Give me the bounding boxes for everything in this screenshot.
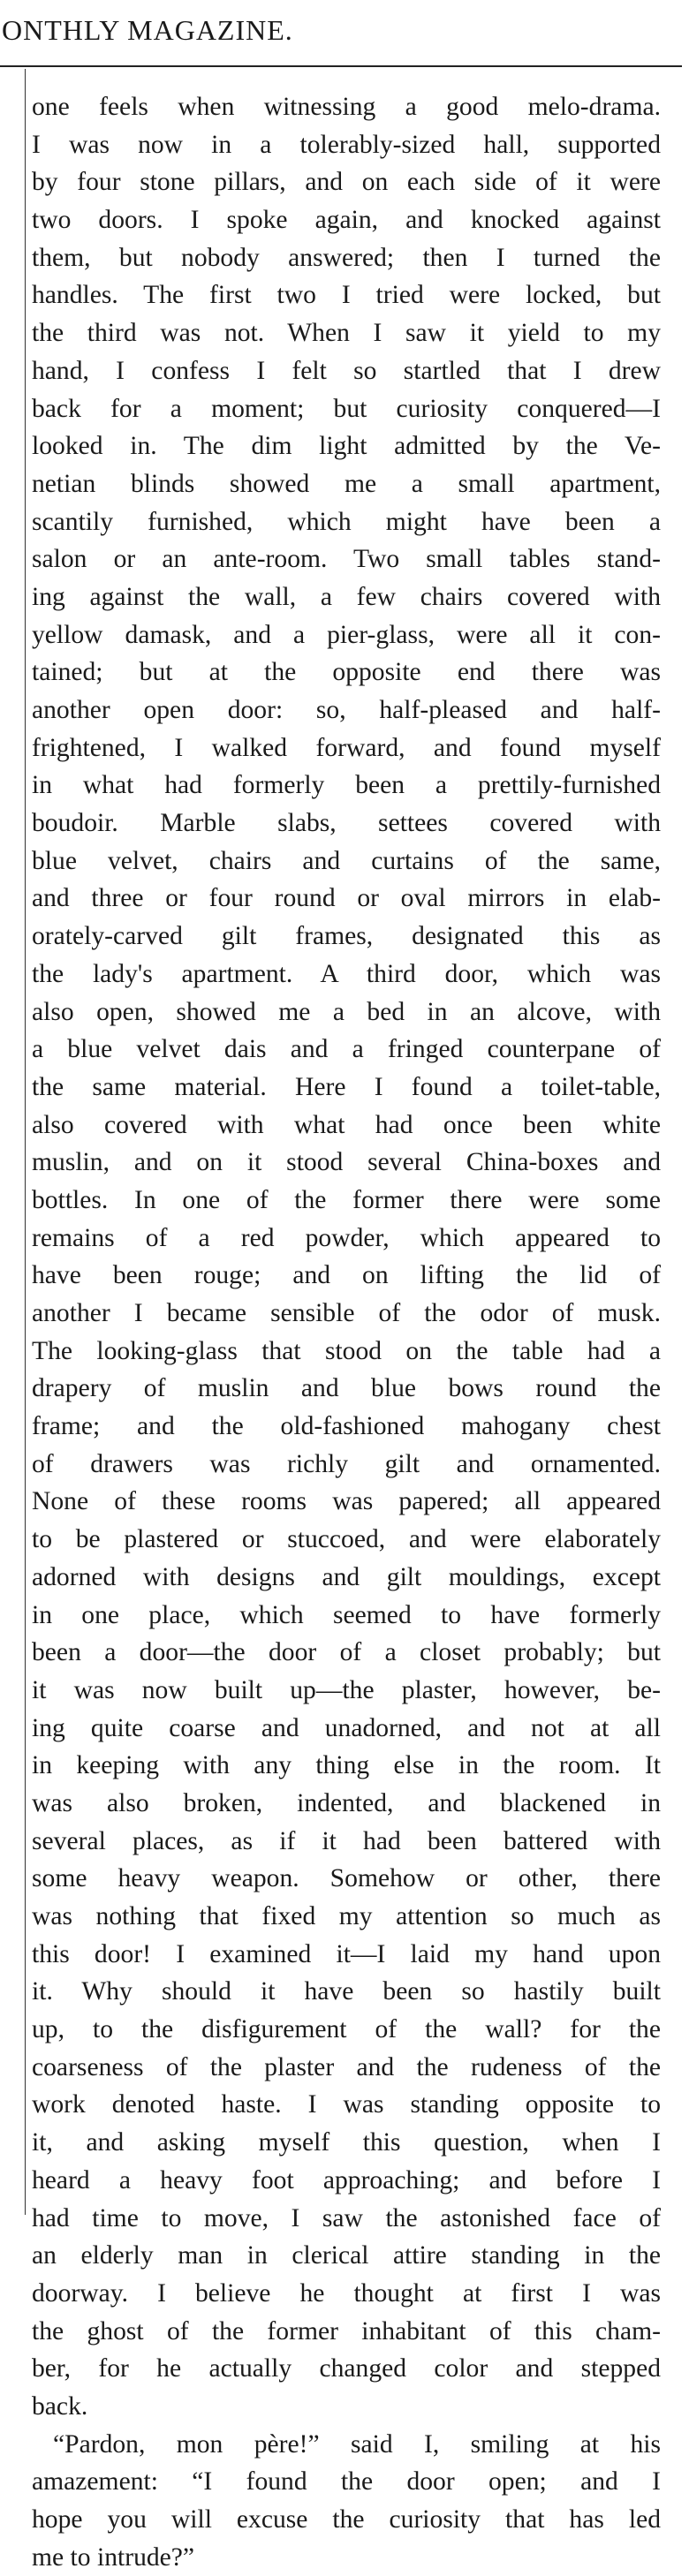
text-line: scantily furnished, which might have been a	[32, 507, 661, 536]
text-line: None of these rooms was papered; all appeared	[32, 1487, 661, 1516]
text-line: ing quite coarse and unadorned, and not at all	[32, 1713, 661, 1742]
text-line: an elderly man in clerical attire standing in the	[32, 2241, 661, 2270]
text-line: this door! I examined it—I laid my hand upon	[32, 1939, 661, 1968]
text-line: orately-carved gilt frames, designated this as	[32, 922, 661, 951]
text-line: another I became sensible of the odor of musk.	[32, 1299, 661, 1327]
text-line: I was now in a tolerably-sized hall, supported	[32, 130, 661, 159]
text-line: also open, showed me a bed in an alcove, with	[32, 997, 661, 1026]
text-line: ing against the wall, a few chairs covered with	[32, 582, 661, 611]
text-line: frightened, I walked forward, and found myself	[32, 733, 661, 762]
text-line: by four stone pillars, and on each side of it were	[32, 168, 661, 197]
column-margin-line	[25, 69, 26, 2215]
article-column	[32, 88, 661, 2576]
text-line: in keeping with any thing else in the room. It	[32, 1751, 661, 1780]
text-line: the lady's apartment. A third door, which was	[32, 959, 661, 988]
text-line: drapery of muslin and blue bows round the	[32, 1374, 661, 1403]
text-line: yellow damask, and a pier-glass, were all it con-	[32, 620, 661, 649]
header-rule	[0, 65, 682, 67]
text-line: back.	[32, 2391, 88, 2421]
text-line: looked in. The dim light admitted by the Ve-	[32, 432, 661, 461]
text-line: blue velvet, chairs and curtains of the same,	[32, 846, 661, 875]
text-line: work denoted haste. I was standing opposite to	[32, 2090, 661, 2119]
text-line: also covered with what had once been white	[32, 1110, 661, 1139]
text-line: netian blinds showed me a small apartment,	[32, 469, 661, 498]
text-line: two doors. I spoke again, and knocked against	[32, 206, 661, 235]
text-line: in one place, which seemed to have formerly	[32, 1600, 661, 1629]
text-line: was also broken, indented, and blackened in	[32, 1788, 661, 1817]
text-line: one feels when witnessing a good melo-drama.	[32, 93, 661, 121]
text-line: remains of a red powder, which appeared to	[32, 1223, 661, 1252]
text-line: have been rouge; and on lifting the lid of	[32, 1261, 661, 1290]
text-line: back for a moment; but curiosity conquered—I	[32, 394, 661, 423]
text-line: the same material. Here I found a toilet-table,	[32, 1072, 661, 1101]
text-line: and three or four round or oval mirrors in elab-	[32, 884, 661, 913]
text-line: to be plastered or stuccoed, and were elaborately	[32, 1525, 661, 1554]
text-line: muslin, and on it stood several China-boxes and	[32, 1148, 661, 1177]
text-line: The looking-glass that stood on the table had a	[32, 1336, 661, 1365]
text-line: it. Why should it have been so hastily built	[32, 1977, 661, 2006]
text-line: doorway. I believe he thought at first I was	[32, 2278, 661, 2308]
text-line: hand, I confess I felt so startled that I drew	[32, 356, 661, 385]
text-line: the third was not. When I saw it yield to my	[32, 319, 661, 348]
text-line: hope you will excuse the curiosity that has led	[32, 2505, 661, 2534]
text-line: it, and asking myself this question, when I	[32, 2128, 661, 2157]
text-line: coarseness of the plaster and the rudeness of the	[32, 2052, 661, 2081]
text-line: was nothing that fixed my attention so much as	[32, 1902, 661, 1930]
text-line: “Pardon, mon père!” said I, smiling at his	[53, 2429, 661, 2459]
text-line: of drawers was richly gilt and ornamented.	[32, 1449, 661, 1478]
text-line: amazement: “I found the door open; and I	[32, 2467, 661, 2497]
text-line: up, to the disfigurement of the wall? for the	[32, 2015, 661, 2044]
text-line: salon or an ante-room. Two small tables stand-	[32, 545, 661, 574]
text-line: frame; and the old-fashioned mahogany chest	[32, 1412, 661, 1441]
text-line: some heavy weapon. Somehow or other, there	[32, 1864, 661, 1893]
text-line: the ghost of the former inhabitant of this cham-	[32, 2316, 661, 2346]
text-line: handles. The first two I tried were locked, but	[32, 281, 661, 310]
text-line: tained; but at the opposite end there was	[32, 658, 661, 687]
text-line: boudoir. Marble slabs, settees covered with	[32, 809, 661, 838]
text-line: several places, as if it had been battered with	[32, 1826, 661, 1855]
text-line: it was now built up—the plaster, however, be-	[32, 1675, 661, 1704]
text-line: another open door: so, half-pleased and half-	[32, 696, 661, 724]
text-line: a blue velvet dais and a fringed counterpane of	[32, 1035, 661, 1064]
text-line: me to intrude?”	[32, 2542, 195, 2572]
text-line: ber, for he actually changed color and stepped	[32, 2354, 661, 2383]
text-line: them, but nobody answered; then I turned the	[32, 243, 661, 272]
text-line: in what had formerly been a prettily-furnished	[32, 771, 661, 800]
text-line: been a door—the door of a closet probably; but	[32, 1638, 661, 1667]
text-line: had time to move, I saw the astonished face of	[32, 2203, 661, 2232]
text-line: bottles. In one of the former there were some	[32, 1185, 661, 1214]
text-line: heard a heavy foot approaching; and before I	[32, 2165, 661, 2195]
text-line: adorned with designs and gilt mouldings, except	[32, 1562, 661, 1591]
running-head: ONTHLY MAGAZINE.	[2, 14, 293, 46]
